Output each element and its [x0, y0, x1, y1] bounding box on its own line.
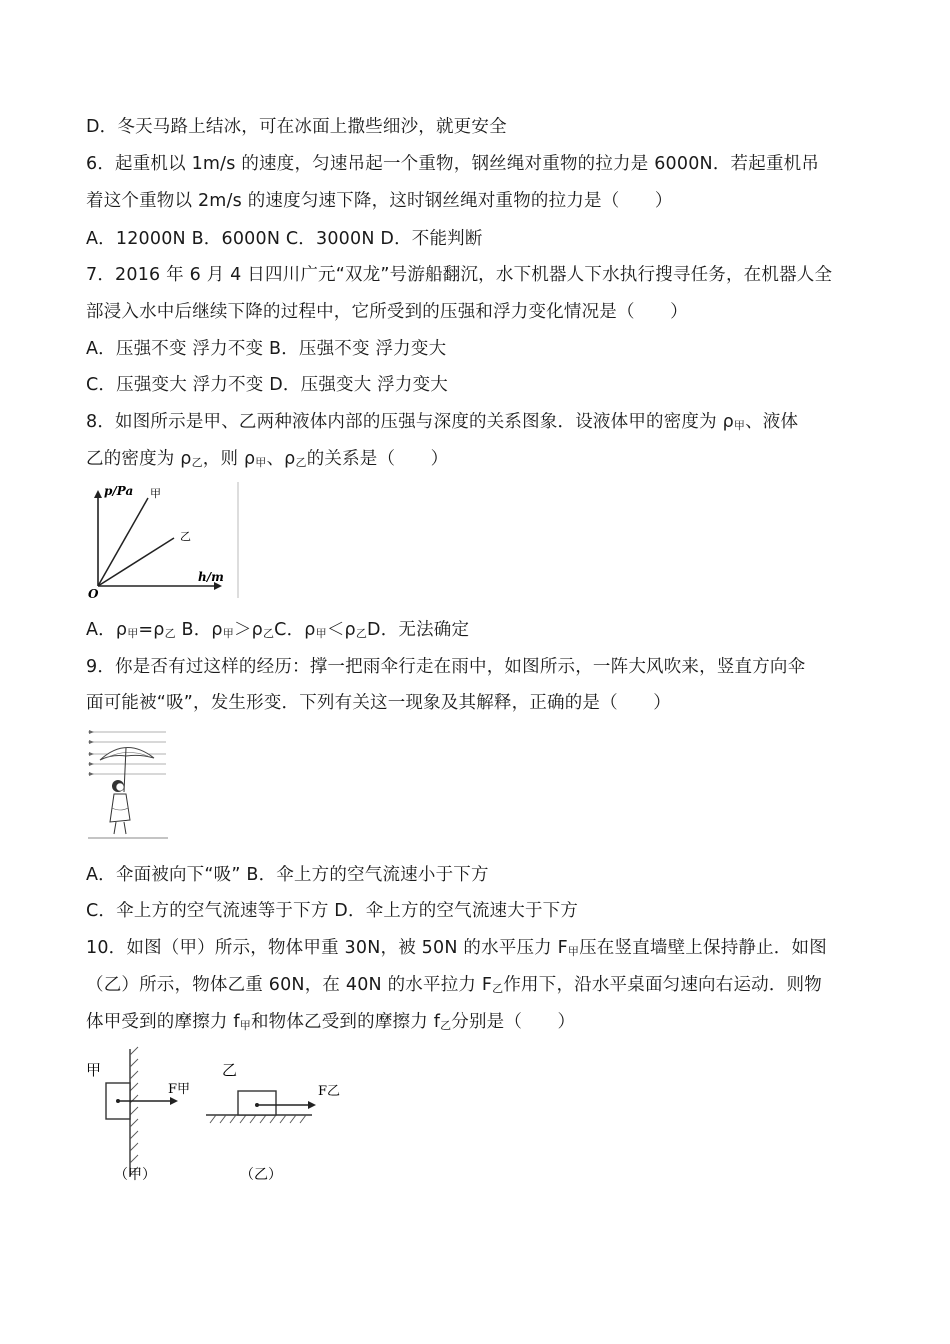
q9-stem-line2: 面可能被“吸”，发生形变．下列有关这一现象及其解释，正确的是（ ）: [86, 693, 671, 713]
svg-text:F甲: F甲: [168, 1082, 191, 1097]
svg-text:h/m: h/m: [198, 570, 224, 584]
q8-stem-line1: 8．如图所示是甲、乙两种液体内部的压强与深度的关系图象．设液体甲的密度为 ρ甲、液体: [86, 412, 799, 432]
q6-stem-line2: 着这个重物以 2m/s 的速度匀速下降，这时钢丝绳对重物的拉力是（ ）: [86, 191, 673, 211]
svg-text:甲: 甲: [150, 487, 161, 500]
svg-text:F乙: F乙: [318, 1084, 341, 1099]
q6-stem-line1: 6．起重机以 1m/s 的速度，匀速吊起一个重物，钢丝绳对重物的拉力是 6000N．若起重机吊: [86, 154, 820, 174]
svg-text:乙: 乙: [222, 1061, 238, 1079]
force-diagrams: [86, 1045, 356, 1185]
q9-options-2: C．伞上方的空气流速等于下方 D．伞上方的空气流速大于下方: [86, 901, 579, 921]
line-jia: [98, 498, 148, 586]
line-yi: [98, 538, 174, 586]
q8-stem-line2: 乙的密度为 ρ乙，则 ρ甲、ρ乙的关系是（ ）: [86, 449, 449, 469]
q10-stem-line3: 体甲受到的摩擦力 f甲和物体乙受到的摩擦力 f乙分别是（ ）: [86, 1012, 576, 1032]
svg-text:甲: 甲: [86, 1061, 102, 1079]
q9-options-1: A．伞面被向下“吸” B．伞上方的空气流速小于下方: [86, 865, 489, 885]
q5-option-d: D．冬天马路上结冰，可在冰面上撒些细沙，就更安全: [86, 117, 507, 137]
svg-text:乙: 乙: [180, 530, 191, 543]
q6-options: A．12000N B．6000N C．3000N D．不能判断: [86, 229, 483, 249]
q10-stem-line2: （乙）所示，物体乙重 60N，在 40N 的水平拉力 F乙作用下，沿水平桌面匀速向右运动．则物: [86, 975, 822, 995]
svg-text:（甲）: （甲）: [114, 1167, 156, 1183]
q10-stem-line1: 10．如图（甲）所示，物体甲重 30N，被 50N 的水平压力 F甲压在竖直墙壁上保持静止．如图: [86, 938, 827, 958]
q7-options-1: A．压强不变 浮力不变 B．压强不变 浮力变大: [86, 339, 447, 359]
umbrella-girl-image: [86, 726, 170, 842]
pressure-depth-graph: [86, 480, 246, 602]
q9-stem-line1: 9．你是否有过这样的经历：撑一把雨伞行走在雨中，如图所示，一阵大风吹来，竖直方向伞: [86, 657, 806, 677]
q7-stem-line1: 7．2016 年 6 月 4 日四川广元“双龙”号游船翻沉，水下机器人下水执行搜寻任务，在机器人全: [86, 265, 833, 285]
svg-text:（乙）: （乙）: [240, 1167, 282, 1183]
q7-options-2: C．压强变大 浮力不变 D．压强变大 浮力变大: [86, 375, 448, 395]
svg-text:p/Pa: p/Pa: [104, 484, 134, 498]
q7-stem-line2: 部浸入水中后继续下降的过程中，它所受到的压强和浮力变化情况是（ ）: [86, 302, 688, 322]
svg-text:O: O: [88, 587, 99, 601]
q8-options: A．ρ甲=ρ乙 B．ρ甲＞ρ乙C．ρ甲＜ρ乙D．无法确定: [86, 620, 470, 640]
